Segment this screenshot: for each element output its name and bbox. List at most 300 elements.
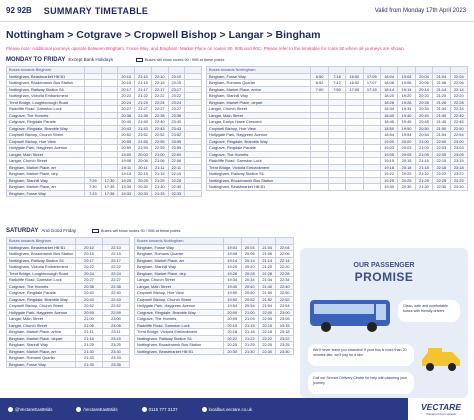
column-header: Buses towards Bingham	[7, 238, 76, 245]
departure-time: 21:33	[75, 355, 102, 362]
departure-time: 23:18	[276, 329, 294, 336]
departure-time: 21:25	[151, 177, 168, 184]
departure-time: 20:15	[224, 322, 241, 329]
departure-time: 22:52	[102, 303, 129, 310]
departure-time: 22:15	[102, 251, 129, 258]
departure-time: 21:20	[433, 93, 450, 100]
departure-time: 22:24	[151, 99, 168, 106]
departure-time: 22:50	[276, 290, 294, 297]
departure-time: 21:43	[135, 125, 152, 132]
stop-name: Bingham, Market Place, depart	[7, 335, 76, 342]
departure-time: 21:22	[241, 335, 258, 342]
table-row	[7, 361, 130, 368]
departure-time: 22:04	[450, 73, 467, 80]
timetable-notes: Please note: Additional journeys operate between Bingham, Fosse Way, and Bingham, Market Place on routes 90, 90B and 90C. Please refer to the timetable for route 90 where all journeys are shown.	[6, 46, 405, 51]
departure-time: 19:06	[118, 158, 135, 165]
departure-time: 21:34	[433, 106, 450, 113]
phone-label: 0115 777 3137	[148, 406, 178, 412]
departure-time: 18:20	[380, 93, 397, 100]
departure-time: 22:15	[259, 322, 276, 329]
departure-time: 19:11	[118, 164, 135, 171]
departure-time: 21:40	[135, 119, 152, 126]
vectare-logo	[408, 398, 474, 420]
departure-time: 21:25	[415, 177, 432, 184]
stop-name: Cotgrave, Ringdale, Bramble Way	[207, 138, 311, 145]
brand-tagline: Transport from scratch	[425, 412, 457, 416]
departure-time: 18:54	[380, 132, 397, 139]
stop-name: Trent Bridge, Victoria Embankment	[135, 329, 224, 336]
departure-time: 19:04	[398, 73, 415, 80]
promise-title-line2: PROMISE	[354, 270, 414, 284]
departure-time: 23:30	[102, 348, 129, 355]
stop-name: Bingham, Fosse Way	[7, 190, 85, 197]
departure-time: 22:06	[276, 251, 294, 258]
departure-time: 19:22	[380, 171, 397, 178]
departure-time: 22:43	[151, 125, 168, 132]
stop-name: Cotgrave, Ringdale Parade	[7, 290, 76, 297]
stop-name: Nottingham, Victoria Embankment	[7, 264, 76, 271]
departure-time: 7:50	[328, 86, 345, 93]
departure-time: 22:10	[151, 73, 168, 80]
saturday-heading	[6, 228, 76, 234]
column-header: Buses towards Nottingham	[135, 238, 224, 245]
departure-time: 23:18	[450, 164, 467, 171]
departure-time: 20:10	[75, 244, 102, 251]
departure-time: 20:05	[398, 151, 415, 158]
departure-time: 22:24	[102, 270, 129, 277]
departure-time: 21:04	[259, 244, 276, 251]
departure-time: 21:04	[433, 73, 450, 80]
stop-name: Cropwell Bishop, Hoe View	[207, 125, 311, 132]
departure-time: 20:17	[75, 257, 102, 264]
key-swatch	[136, 58, 143, 62]
departure-time: 19:28	[224, 270, 241, 277]
departure-time: 22:06	[450, 80, 467, 87]
stop-name: Bingham, Fosse Way	[7, 361, 76, 368]
departure-time: 22:22	[433, 171, 450, 178]
departure-time: 19:04	[224, 244, 241, 251]
departure-time: 21:20	[259, 264, 276, 271]
departure-time: 21:24	[135, 99, 152, 106]
stop-name: Bingham, Market Place, arr	[7, 164, 85, 171]
departure-time: 23:30	[450, 184, 467, 191]
weekday-outbound-table	[6, 66, 202, 197]
departure-time: 20:10	[118, 73, 135, 80]
departure-time: 20:30	[224, 348, 241, 355]
departure-time	[363, 184, 380, 191]
departure-time: 21:54	[259, 303, 276, 310]
departure-time: 18:40	[380, 112, 397, 119]
stop-name: Langar, Earlys Howe Crescent	[207, 119, 311, 126]
departure-time: 23:17	[168, 86, 185, 93]
departure-time: 23:40	[168, 119, 185, 126]
stop-name: Bingham, Stanhill Way	[7, 177, 85, 184]
stop-name: Cotgrave, Ringdale, Bramble Way	[7, 296, 76, 303]
key-swatch	[92, 229, 99, 233]
departure-time: 22:15	[168, 171, 185, 178]
departure-time: 20:54	[415, 132, 432, 139]
departure-time: 18:14	[380, 86, 397, 93]
stop-name: Cotgrave, Ringdale, Bramble Way	[135, 309, 224, 316]
departure-time: 23:30	[276, 348, 294, 355]
stop-name: Hollygate Park, Haygreen Avenue	[207, 132, 311, 139]
saturday-key	[92, 229, 180, 233]
departure-time: 20:24	[118, 99, 135, 106]
stop-name: Langar, Church Street	[135, 277, 224, 284]
table-row	[7, 177, 202, 184]
departure-time: 23:27	[168, 106, 185, 113]
table-row	[135, 348, 294, 355]
stop-name: Cotgrave, The Hornets	[7, 283, 76, 290]
weekday-heading-text: MONDAY TO FRIDAY	[6, 57, 66, 63]
departure-time: 19:54	[398, 132, 415, 139]
departure-time: 7:00	[311, 86, 328, 93]
table-row	[207, 86, 468, 93]
departure-time: 23:24	[168, 99, 185, 106]
departure-time: 22:33	[168, 190, 185, 197]
stop-name: Cropwell Bishop, Church Street	[135, 296, 224, 303]
departure-time: 21:30	[415, 184, 432, 191]
table-row	[207, 80, 468, 87]
departure-time: 22:03	[433, 145, 450, 152]
departure-time: 23:03	[450, 145, 467, 152]
departure-time: 19:25	[118, 177, 135, 184]
twitter-link[interactable]	[76, 407, 117, 412]
departure-time: 23:10	[168, 73, 185, 80]
phone-link[interactable]	[142, 407, 178, 412]
twitter-label: /VectareEastMids	[83, 406, 118, 412]
departure-time: 23:00	[102, 316, 129, 323]
departure-time: 19:25	[380, 177, 397, 184]
departure-time: 20:14	[241, 257, 258, 264]
departure-time: 20:30	[398, 184, 415, 191]
departure-time: 6:52	[311, 80, 328, 87]
table-row	[7, 184, 202, 191]
departure-time: 21:52	[259, 296, 276, 303]
column-header: Buses towards Nottingham	[207, 67, 311, 74]
stop-name: Bingham, Market Place, dep	[7, 171, 85, 178]
departure-time: 18:45	[380, 119, 397, 126]
departure-time: 22:15	[151, 80, 168, 87]
stop-name: Radcliffe Road, Gamston Lock	[7, 277, 76, 284]
departure-time: 19:50	[398, 125, 415, 132]
promise-title-line1: OUR PASSENGER	[353, 262, 415, 269]
departure-time	[185, 190, 202, 197]
weekday-key-label: Buses will show routes 90 / 90B at these points	[145, 58, 225, 62]
departure-time: 20:15	[118, 80, 135, 87]
departure-time: 22:25	[433, 177, 450, 184]
stop-name: Cotgrave, The Hornets	[207, 151, 311, 158]
departure-time: 21:06	[75, 322, 102, 329]
departure-time: 22:20	[276, 264, 294, 271]
departure-time: 21:06	[151, 158, 168, 165]
stop-name: Cotgrave, Ringdale, Bramble Way	[7, 125, 85, 132]
departure-time: 20:22	[398, 171, 415, 178]
departure-time: 21:10	[135, 73, 152, 80]
stop-name: Bingham, Romans Quarter	[207, 80, 311, 87]
stop-name: Cotgrave, Ringdale Parade	[207, 145, 311, 152]
departure-time: 20:34	[241, 277, 258, 284]
departure-time: 19:50	[224, 290, 241, 297]
departure-time: 19:40	[398, 112, 415, 119]
departure-time: 21:22	[415, 171, 432, 178]
departure-time: 20:55	[118, 138, 135, 145]
facebook-link[interactable]	[8, 407, 52, 412]
departure-time: 22:40	[102, 290, 129, 297]
departure-time: 18:50	[380, 125, 397, 132]
departure-time: 21:45	[433, 119, 450, 126]
departure-time: 22:30	[168, 184, 185, 191]
departure-time: 23:22	[276, 335, 294, 342]
departure-time: 20:38	[75, 283, 102, 290]
departure-time: 17:00	[346, 86, 363, 93]
departure-time: 20:06	[415, 80, 432, 87]
departure-time: 19:18	[380, 164, 397, 171]
stop-name: Nottingham, Victoria Embankment	[7, 93, 85, 100]
stop-name: Nottingham, Broadmarsh Bus Station	[7, 251, 76, 258]
departure-time: 20:22	[118, 93, 135, 100]
saturday-outbound-table	[6, 237, 130, 368]
departure-time: 23:33	[102, 355, 129, 362]
weekday-key	[136, 58, 224, 62]
departure-time: 20:59	[75, 309, 102, 316]
departure-time: 16:52	[346, 80, 363, 87]
departure-time: 17:05	[363, 73, 380, 80]
departure-time: 22:27	[102, 277, 129, 284]
saturday-heading-text: SATURDAY	[6, 228, 39, 234]
stop-name: Langar, Main Street	[7, 151, 85, 158]
departure-time: 19:52	[224, 296, 241, 303]
departure-time: 20:18	[398, 164, 415, 171]
departure-time: 21:33	[151, 190, 168, 197]
departure-time	[311, 184, 328, 191]
departure-time: 21:18	[241, 329, 258, 336]
departure-time: 20:05	[224, 316, 241, 323]
stop-name: Langar, Main Street	[7, 316, 76, 323]
promise-point-clean-buses: Clean, safe and comfortable buses with friendly drivers	[398, 300, 460, 322]
promise-point-taxi: We'll never leave you stranded! If your bus is more than 20 minutes late, we'll pay for a taxi	[308, 344, 414, 366]
departure-time: 18:06	[380, 80, 397, 87]
departure-time: 18:34	[380, 106, 397, 113]
departure-time: 23:25	[102, 342, 129, 349]
departure-time: 22:54	[450, 132, 467, 139]
stop-name: Nottingham, Railway Station S4	[207, 171, 311, 178]
departure-time: 18:04	[380, 73, 397, 80]
departure-time: 21:22	[135, 93, 152, 100]
departure-time: 21:54	[433, 132, 450, 139]
table-row	[207, 184, 468, 191]
departure-time: 20:06	[135, 158, 152, 165]
departure-time: 20:15	[398, 158, 415, 165]
stop-name: Nottingham, Railway Station S4	[7, 257, 76, 264]
departure-time: 21:15	[135, 80, 152, 87]
stop-name: Cotgrave, The Hornets	[7, 112, 85, 119]
departure-time: 22:43	[102, 296, 129, 303]
departure-time: 20:25	[135, 177, 152, 184]
departure-time: 20:52	[241, 296, 258, 303]
departure-time	[328, 184, 345, 191]
departure-time: 22:28	[450, 99, 467, 106]
stop-name: Radcliffe Road, Gamston Lock	[7, 106, 85, 113]
departure-time: 19:20	[224, 264, 241, 271]
stop-name: Bingham, Fosse Way	[135, 244, 224, 251]
stop-name: Bingham, Market Place, arrive	[207, 86, 311, 93]
departure-time: 22:20	[450, 93, 467, 100]
departure-time: 19:20	[398, 93, 415, 100]
departure-time: 20:22	[75, 264, 102, 271]
departure-time: 22:04	[276, 244, 294, 251]
stop-name: Cropwell Bishop, Hoe View	[7, 138, 85, 145]
stop-name: Nottingham, Beastmarket Hill B1	[135, 348, 224, 355]
valid-from-date: Valid from Monday 17th April 2023	[374, 7, 466, 14]
website-link[interactable]	[202, 407, 252, 412]
departure-time: 20:50	[415, 125, 432, 132]
departure-time: 22:14	[276, 257, 294, 264]
departure-time: 21:25	[241, 342, 258, 349]
departure-time: 21:30	[241, 348, 258, 355]
departure-time: 20:40	[75, 290, 102, 297]
passenger-promise-panel	[300, 248, 468, 398]
stop-name: Cropwell Bishop, Church Street	[7, 303, 76, 310]
departure-time: 22:38	[102, 283, 129, 290]
departure-time: 20:34	[415, 106, 432, 113]
departure-time: 20:30	[135, 184, 152, 191]
stop-name: Nottingham, Railway Station S4	[7, 86, 85, 93]
saturday-subheading: And Good Friday	[41, 228, 77, 233]
departure-time: 20:59	[118, 145, 135, 152]
departure-time: 23:25	[276, 342, 294, 349]
departure-time: 23:59	[168, 145, 185, 152]
departure-time: 20:43	[118, 125, 135, 132]
page-header	[0, 0, 474, 22]
phone-icon	[142, 407, 147, 412]
stop-name: Bingham, Market Place, dep	[135, 270, 224, 277]
departure-time: 19:14	[224, 257, 241, 264]
departure-time: 21:30	[151, 184, 168, 191]
departure-time: 20:03	[398, 145, 415, 152]
stop-name: Cropwell Bishop, Hoe View	[135, 290, 224, 297]
departure-time: 20:38	[118, 112, 135, 119]
departure-time: 23:22	[168, 93, 185, 100]
stop-name: Bingham, Romans Quarter	[135, 251, 224, 258]
departure-time: 20:17	[118, 86, 135, 93]
stop-name: Cotgrave, Ringdale Parade	[7, 119, 85, 126]
departure-time: 22:50	[450, 125, 467, 132]
departure-time: 20:40	[241, 283, 258, 290]
route-title: Nottingham > Cotgrave > Cropwell Bishop > Langar > Bingham	[6, 29, 321, 41]
stop-name: Langar, Church Street	[7, 322, 76, 329]
weekday-heading	[6, 57, 113, 63]
departure-time: 23:05	[276, 316, 294, 323]
departure-time: 16:50	[346, 73, 363, 80]
departure-time: 20:06	[241, 251, 258, 258]
departure-time: 20:14	[415, 86, 432, 93]
departure-time: 21:06	[259, 251, 276, 258]
departure-time: 19:34	[398, 106, 415, 113]
departure-time: 22:45	[450, 119, 467, 126]
departure-time: 21:00	[241, 309, 258, 316]
departure-time: 7:18	[328, 73, 345, 80]
departure-time: 21:14	[259, 257, 276, 264]
departure-time: 23:52	[168, 132, 185, 139]
departure-time: 23:00	[450, 138, 467, 145]
departure-time: 20:40	[118, 119, 135, 126]
taxi-icon	[418, 346, 464, 372]
departure-time: 19:03	[380, 145, 397, 152]
departure-time: 21:17	[135, 86, 152, 93]
departure-time: 22:38	[151, 112, 168, 119]
departure-time: 23:06	[102, 322, 129, 329]
departure-time: 21:15	[75, 335, 102, 342]
departure-time: 20:52	[118, 132, 135, 139]
departure-time: 21:15	[151, 171, 168, 178]
departure-time: 22:18	[433, 164, 450, 171]
departure-time: 19:15	[380, 158, 397, 165]
departure-time: 20:50	[241, 290, 258, 297]
departure-time: 22:22	[102, 264, 129, 271]
departure-time: 20:20	[415, 93, 432, 100]
departure-time: 22:05	[433, 151, 450, 158]
departure-time: 20:27	[75, 277, 102, 284]
stop-name: Bingham, Market Place, arr	[7, 184, 85, 191]
departure-time: 22:05	[259, 316, 276, 323]
departure-time: 23:11	[102, 329, 129, 336]
departure-time: 23:15	[450, 158, 467, 165]
departure-time: 7:42	[328, 80, 345, 87]
departure-time: 21:34	[259, 277, 276, 284]
departure-time: 20:43	[75, 296, 102, 303]
departure-time: 20:45	[415, 119, 432, 126]
departure-time: 19:28	[398, 99, 415, 106]
stop-name: Trent Bridge, Victoria Embankment	[207, 164, 311, 171]
departure-time: 21:40	[433, 112, 450, 119]
departure-time: 17:38	[101, 190, 118, 197]
departure-time: 22:06	[168, 158, 185, 165]
departure-time: 21:15	[241, 322, 258, 329]
departure-time: 19:00	[118, 151, 135, 158]
globe-icon	[202, 407, 207, 412]
departure-time: 18:28	[380, 99, 397, 106]
departure-time: 23:15	[276, 322, 294, 329]
departure-time: 22:25	[259, 342, 276, 349]
departure-time: 19:30	[380, 184, 397, 191]
departure-time: 22:55	[151, 138, 168, 145]
stop-name: Nottingham, Railway Station S4	[135, 335, 224, 342]
departure-time: 21:52	[135, 132, 152, 139]
stop-name: Nottingham, Beastmarket Hill B1	[207, 184, 311, 191]
departure-time: 23:38	[168, 112, 185, 119]
stop-name: Radcliffe Road, Gamston Lock	[135, 322, 224, 329]
stop-name: Bingham, Market Place, arr	[135, 257, 224, 264]
bus-icon	[308, 296, 394, 334]
departure-time: 17:07	[363, 80, 380, 87]
departure-time: 21:06	[433, 80, 450, 87]
column-header: Buses towards Bingham	[7, 67, 85, 74]
departure-time: 20:15	[135, 171, 152, 178]
departure-time: 19:30	[118, 184, 135, 191]
departure-time: 20:28	[241, 270, 258, 277]
departure-time: 20:28	[415, 99, 432, 106]
stop-name: Nottingham, Broadmarsh Bus Station	[7, 80, 85, 87]
departure-time: 20:20	[241, 264, 258, 271]
departure-time: 7:33	[85, 190, 102, 197]
stop-name: Langar, Main Street	[207, 112, 311, 119]
departure-time: 20:25	[398, 177, 415, 184]
departure-time: 21:27	[135, 106, 152, 113]
stop-name: Bingham, Fosse Way	[207, 73, 311, 80]
stop-name: Trent Bridge, Loughborough Road	[7, 99, 85, 106]
departure-time: 20:33	[135, 190, 152, 197]
